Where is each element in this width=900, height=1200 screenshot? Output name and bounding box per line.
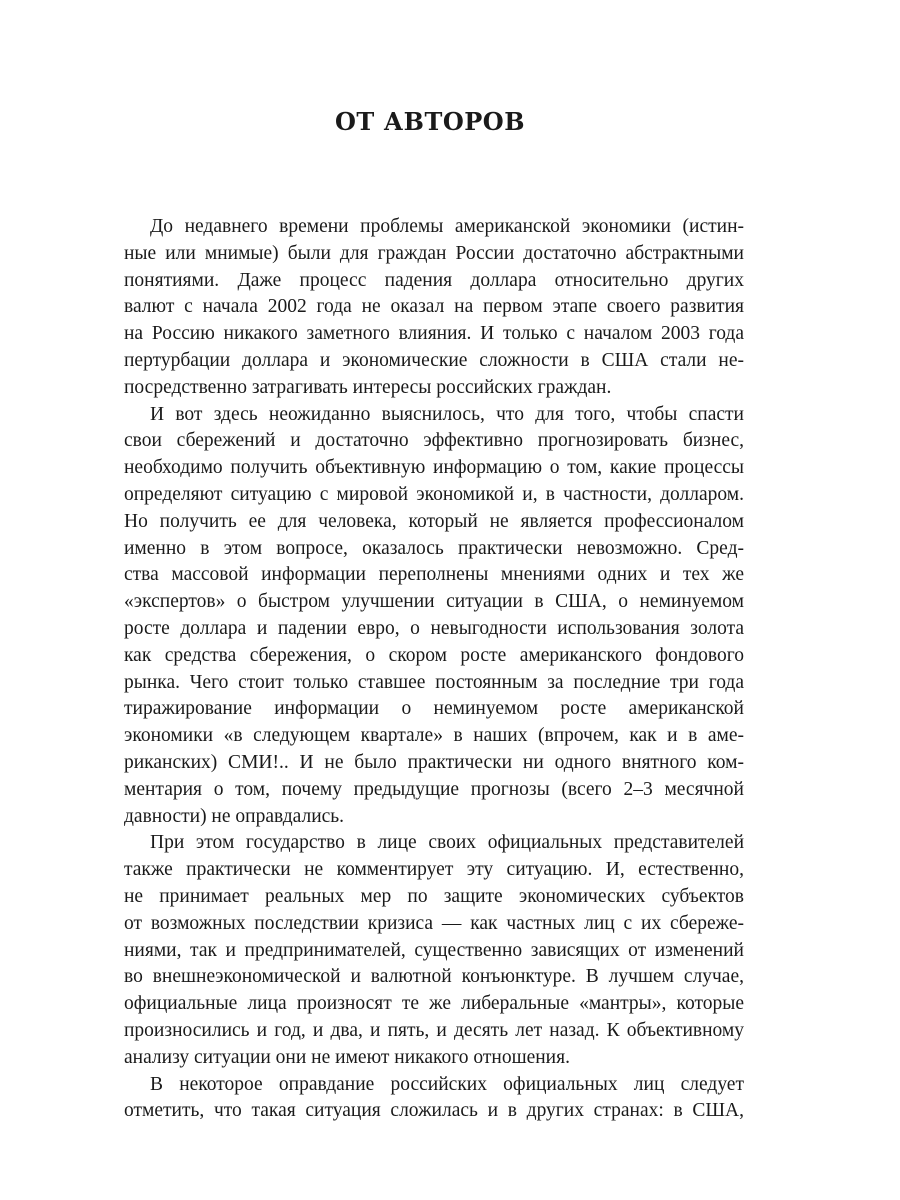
text-line: официальные лица произносят те же либеральные «мантры», которые [124, 993, 744, 1015]
text-line: необходимо получить объективную информацию о том, какие процессы [124, 457, 744, 479]
text-line: посредственно затрагивать интересы российских граждан. [124, 376, 612, 398]
text-line: До недавнего времени проблемы американской экономики (истин- [150, 216, 744, 237]
text-line: ные или мнимые) были для граждан России достаточно абстрактными [124, 242, 744, 264]
page-title: ОТ АВТОРОВ [335, 107, 525, 136]
text-line: тиражирование информации о неминуемом росте американской [124, 698, 744, 720]
text-line: росте доллара и падении евро, о невыгодности использования золота [124, 617, 744, 639]
text-line: произносились и год, и два, и пять, и десять лет назад. К объективному [124, 1019, 744, 1041]
text-line: ниями, так и предпринимателей, существенно зависящих от изменений [124, 939, 744, 961]
text-line: от возможных последствии кризиса — как частных лиц с их сбереже- [124, 912, 744, 934]
text-line: отметить, что такая ситуация сложилась и в других странах: в США, [124, 1100, 744, 1122]
text-line: анализу ситуации они не имеют никакого отношения. [124, 1046, 570, 1068]
text-line: давности) не оправдались. [124, 805, 345, 827]
text-line: определяют ситуацию с мировой экономикой и, в частности, долларом. [124, 483, 744, 505]
text-line: При этом государство в лице своих официальных представителей [150, 832, 744, 854]
text-line: как средства сбережения, о скором росте американского фондового [124, 644, 744, 666]
text-line: ментария о том, почему предыдущие прогнозы (всего 2–3 месячной [124, 778, 744, 800]
text-line: понятиями. Даже процесс падения доллара относительно других [124, 269, 744, 291]
text-line: валют с начала 2002 года не оказал на первом этапе своего развития [124, 296, 744, 318]
text-line: рынка. Чего стоит только ставшее постоянным за последние три года [124, 671, 744, 693]
text-line: «экспертов» о быстром улучшении ситуации в США, о неминуемом [124, 591, 744, 613]
text-line: В некоторое оправдание российских официальных лиц следует [150, 1073, 744, 1095]
text-line: на Россию никакого заметного влияния. И только с началом 2003 года [124, 323, 744, 345]
text-line: именно в этом вопросе, оказалось практически невозможно. Сред- [124, 537, 744, 559]
body-text [124, 214, 744, 1125]
text-line: Но получить ее для человека, который не является профессионалом [124, 510, 744, 532]
text-line: ства массовой информации переполнены мнениями одних и тех же [124, 564, 744, 586]
text-line: во внешнеэкономической и валютной конъюнктуре. В лучшем случае, [124, 966, 744, 988]
text-line: пертурбации доллара и экономические сложности в США стали не- [124, 349, 744, 371]
text-line: также практически не комментирует эту ситуацию. И, естественно, [124, 859, 744, 881]
text-line: И вот здесь неожиданно выяснилось, что для того, чтобы спасти [150, 403, 744, 425]
text-line: риканских) СМИ!.. И не было практически ни одного внятного ком- [124, 751, 744, 773]
text-line: свои сбережений и достаточно эффективно прогнозировать бизнес, [124, 430, 744, 452]
text-line: экономики «в следующем квартале» в наших (впрочем, как и в аме- [124, 725, 744, 747]
text-line: не принимает реальных мер по защите экономических субъектов [124, 885, 744, 907]
